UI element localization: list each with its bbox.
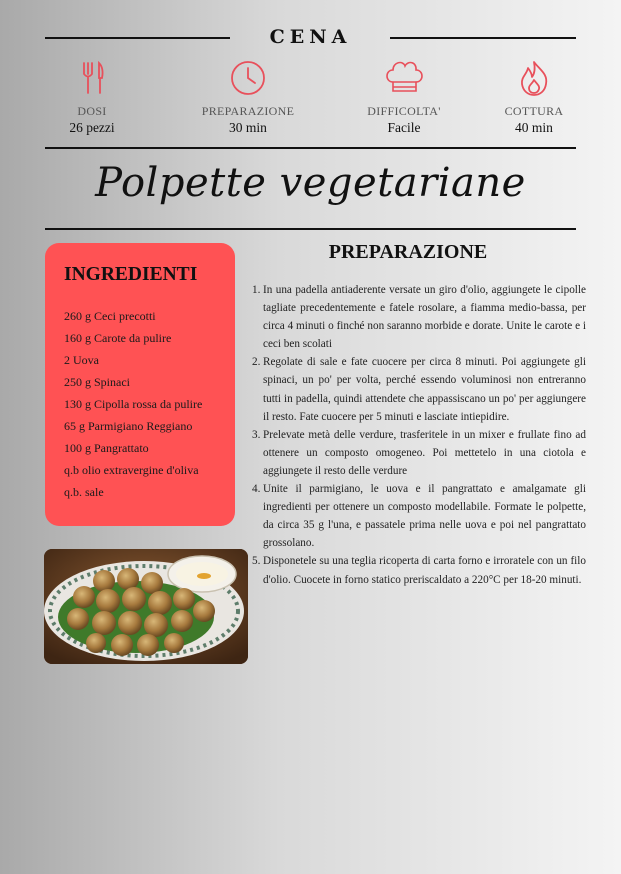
step-text: Disponetele su una teglia ricoperta di carta forno e irroratele con un filo d'olio. Cuocete in forno statico preriscaldato a 220°C per 18-20 minuti. [263, 555, 586, 586]
chef-hat-icon [381, 58, 427, 98]
step-text: In una padella antiaderente versate un giro d'olio, aggiungete le cipolle tagliate precedentemente e fatele rosolare, a fiamma medio-bassa, per circa 4 minuti o finché non saranno morbide e dorate. Unite le carote e i ceci ben scolati [263, 284, 586, 351]
ingredient-item: 65 g Parmigiano Reggiano [64, 419, 193, 433]
ingredient-item: 160 g Carote da pulire [64, 331, 172, 345]
stat-servings [27, 58, 157, 136]
title-rule [45, 228, 576, 230]
stat-value: 30 min [229, 120, 267, 135]
stat-value: 40 min [515, 120, 553, 135]
flame-icon [514, 58, 554, 98]
recipe-title: Polpette vegetariane [95, 160, 526, 206]
stat-preparation [183, 58, 313, 136]
stat-label: DOSI [77, 104, 107, 118]
ingredient-item: 250 g Spinaci [64, 375, 130, 389]
ingredient-item: 130 g Cipolla rossa da pulire [64, 397, 203, 411]
step-text: Regolate di sale e fate cuocere per circa 8 minuti. Poi aggiungete gli spinaci, un po' per volta, perché essendo voluminosi non entreranno tutti in padella, quindi attendete che appassiscano un po' per aggiungere il resto. Fate cuocere per 5 minuti e lasciate intiepidire. [263, 356, 586, 423]
stat-label: DIFFICOLTA' [367, 104, 441, 118]
ingredients-title: INGREDIENTI [64, 264, 198, 285]
stat-difficulty [339, 58, 469, 136]
step-item [252, 552, 586, 588]
recipe-stats [44, 58, 576, 138]
stat-value: 26 pezzi [69, 120, 115, 135]
category-title: CENA [269, 26, 352, 48]
preparation-steps [252, 281, 586, 589]
stat-value: Facile [387, 120, 421, 135]
preparation-title: PREPARAZIONE [328, 241, 488, 263]
cutlery-icon [72, 58, 112, 98]
ingredient-item: q.b olio extravergine d'oliva [64, 463, 199, 477]
step-item [252, 480, 586, 552]
step-number: 1. [252, 284, 261, 296]
step-item [252, 353, 586, 425]
stat-label: COTTURA [504, 104, 564, 118]
ingredient-item: 260 g Ceci precotti [64, 309, 156, 323]
step-text: Unite il parmigiano, le uova e il pangrattato e amalgamate gli ingredienti per ottenere un composto modellabile. Formate le polpette, da circa 35 g l'una, e passatele prima nelle uova e poi nel pangrattato grossolano. [263, 483, 586, 550]
step-number: 3. [252, 428, 261, 441]
step-item [252, 281, 586, 353]
ingredient-item: 2 Uova [64, 353, 99, 367]
stats-rule [45, 147, 576, 149]
step-number: 5. [252, 555, 261, 568]
header-rule-right [390, 37, 576, 39]
stat-label: PREPARAZIONE [201, 104, 295, 118]
step-number: 2. [252, 356, 261, 369]
step-number: 4. [252, 483, 261, 496]
dish-photo [44, 549, 248, 664]
clock-icon [228, 58, 268, 98]
step-text: Prelevate metà delle verdure, trasferitele in un mixer e frullate fino ad ottenere un composto omogeneo. Poi mettetelo in una ciotola e aggiungete il resto delle verdure [263, 428, 586, 477]
ingredients-list [64, 305, 202, 503]
stat-cooking [469, 58, 599, 136]
ingredient-item: 100 g Pangrattato [64, 441, 149, 455]
step-item [252, 426, 586, 480]
ingredients-card [45, 243, 235, 526]
ingredient-item: q.b. sale [64, 485, 104, 499]
